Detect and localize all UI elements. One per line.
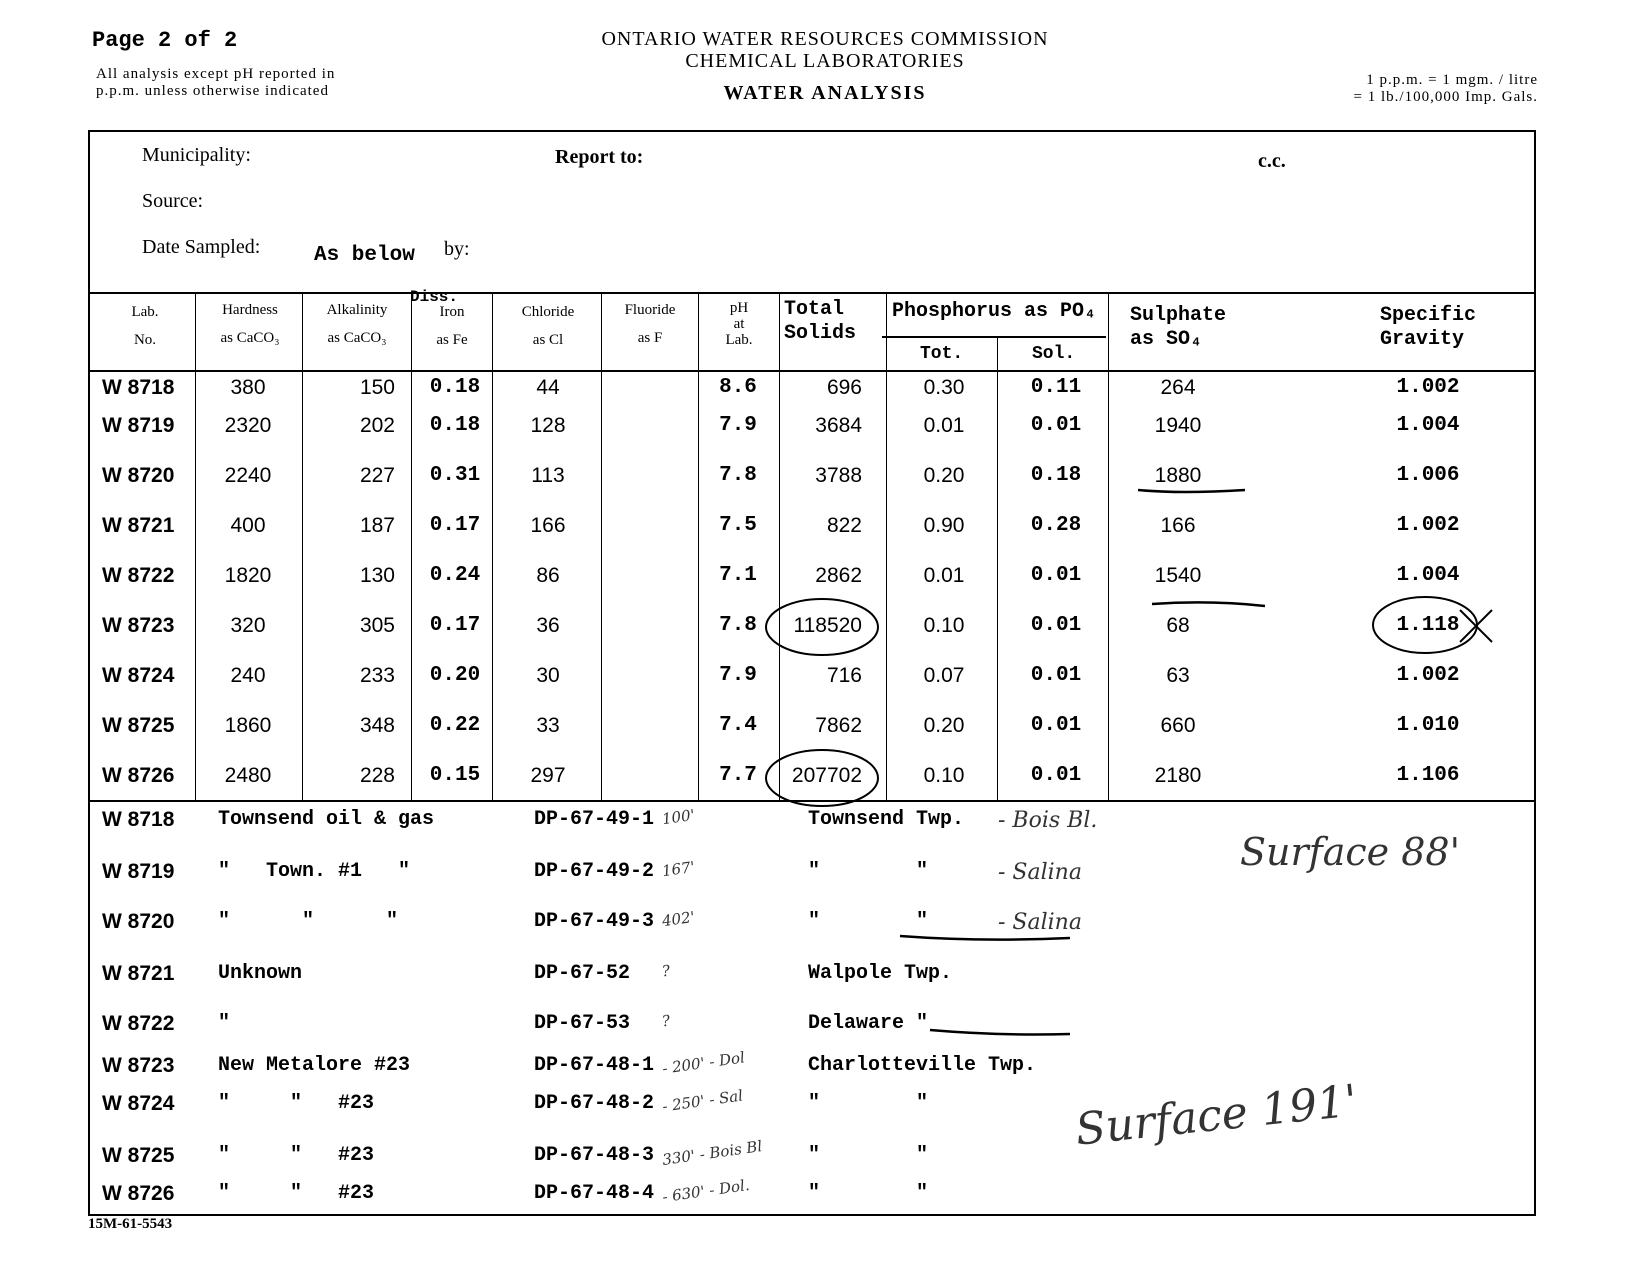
cell-hardness: 2320 [224,414,272,437]
handwritten-depth-note: - 250' - Sal [661,1086,745,1116]
cell-sol: 0.11 [1030,376,1082,399]
cell-gravity: 1.118 [1396,614,1460,637]
sample-reference: DP-67-52 [534,962,631,985]
col-header-line: as CaCO₃ [327,330,387,346]
col-header-line: Lab. [131,304,159,320]
sample-reference: DP-67-49-2 [534,860,655,883]
cell-gravity: 1.004 [1396,564,1460,587]
cell-sulphate: 2180 [1154,764,1202,787]
handwritten-depth-note: 167' [660,857,696,881]
handwritten-formation-note: - Salina [998,860,1082,885]
cell-hardness: 2240 [224,464,272,487]
col-header-line: Specific [1380,304,1477,327]
cell-chloride: 297 [530,764,566,787]
units-line-1: 1 p.p.m. = 1 mgm. / litre [1366,72,1538,88]
sample-location: " " [808,1092,929,1115]
date-sampled-label: Date Sampled: [142,236,261,258]
handwritten-depth-note: ? [660,961,672,981]
cell-chloride: 33 [536,714,560,737]
handwritten-formation-note: - Bois Bl. [998,808,1098,833]
col-header-line: Total [784,298,845,321]
cell-chloride: 113 [531,464,565,487]
lab-number: W 8718 [102,808,175,831]
lab-number: W 8721 [102,962,175,985]
sample-reference: DP-67-48-4 [534,1182,655,1205]
cell-chloride: 30 [536,664,560,687]
col-header-line: as Fe [436,332,468,348]
cell-sol: 0.01 [1030,414,1082,437]
document-title: WATER ANALYSIS [723,82,927,104]
cell-sulphate: 166 [1160,514,1196,537]
cell-ph: 7.4 [719,714,757,737]
lab-number: W 8718 [102,376,175,399]
handwritten-surface-note-2: Surface 191' [1073,1075,1360,1156]
underline-mark [930,1030,1070,1035]
sample-source: " " #23 [218,1144,375,1167]
cell-gravity: 1.106 [1396,764,1460,787]
cell-alkalinity: 228 [359,764,395,787]
cell-tot: 0.30 [923,376,965,399]
cc-label: c.c. [1258,150,1286,172]
cell-hardness: 400 [230,514,266,537]
lab-number: W 8725 [102,714,175,737]
cell-tot: 0.10 [923,764,965,787]
col-header-line: as Cl [532,332,564,348]
sample-source: " Town. #1 " [218,860,411,883]
cell-alkalinity: 187 [359,514,395,537]
handwritten-surface-note-1: Surface 88' [1240,830,1461,874]
cell-ph: 7.1 [719,564,757,587]
cell-alkalinity: 227 [359,464,395,487]
lab-number: W 8722 [102,1012,175,1035]
page-number: Page 2 of 2 [92,28,238,53]
cell-sol: 0.18 [1030,464,1082,487]
lab-number: W 8726 [102,1182,175,1205]
lab-number: W 8719 [102,860,175,883]
cell-iron: 0.24 [429,564,481,587]
cell-tot: 0.20 [923,464,965,487]
cell-chloride: 128 [530,414,566,437]
cell-chloride: 44 [536,376,560,399]
lab-number: W 8724 [102,1092,175,1115]
lab-number: W 8722 [102,564,175,587]
cell-alkalinity: 130 [359,564,395,587]
cell-iron: 0.22 [429,714,481,737]
cell-ph: 7.5 [719,514,757,537]
cell-sulphate: 264 [1160,376,1196,399]
sample-location: Delaware " [808,1012,929,1035]
cell-ph: 7.7 [719,764,757,787]
cell-ph: 7.9 [719,414,757,437]
cell-chloride: 86 [536,564,560,587]
cell-sulphate: 1880 [1154,464,1202,487]
cell-gravity: 1.002 [1396,376,1460,399]
lab-number: W 8720 [102,910,175,933]
sample-source: " " #23 [218,1182,375,1205]
underline-mark [1152,602,1265,606]
units-line-2: = 1 lb./100,000 Imp. Gals. [1353,89,1538,105]
sample-source: " " #23 [218,1092,375,1115]
handwritten-depth-note: 100' [660,805,696,829]
sample-source: " [218,1012,231,1035]
cell-tot: 0.01 [923,414,965,437]
col-header-line: Solids [784,322,857,345]
col-header-line: pH [729,300,749,316]
cell-ph: 7.9 [719,664,757,687]
handwritten-depth-note: - 200' - Dol [661,1048,746,1078]
cell-tot: 0.07 [923,664,965,687]
lab-number: W 8721 [102,514,175,537]
note-line-2: p.p.m. unless otherwise indicated [96,83,329,99]
col-header-phos-sol: Sol. [1032,344,1076,364]
col-header-line: Alkalinity [326,302,388,318]
cell-solids: 696 [826,376,862,399]
col-header-line: Gravity [1380,328,1465,351]
cell-tot: 0.01 [923,564,965,587]
sample-location: " " [808,1144,929,1167]
cell-hardness: 320 [230,614,266,637]
sample-reference: DP-67-49-3 [534,910,655,933]
cell-gravity: 1.002 [1396,514,1460,537]
sample-reference: DP-67-48-1 [534,1054,655,1077]
cell-sol: 0.01 [1030,664,1082,687]
col-header-line: No. [133,332,157,348]
report-to-label: Report to: [555,146,644,168]
col-header-line: Fluoride [624,302,676,318]
cell-sulphate: 660 [1160,714,1196,737]
sample-reference: DP-67-53 [534,1012,631,1035]
cell-ph: 7.8 [719,614,757,637]
cell-chloride: 36 [536,614,560,637]
cell-sulphate: 68 [1166,614,1190,637]
cell-tot: 0.20 [923,714,965,737]
sample-source: Unknown [218,962,303,985]
sample-location: " " [808,1182,929,1205]
org-line-2: CHEMICAL LABORATORIES [685,50,965,72]
cell-gravity: 1.010 [1396,714,1460,737]
cell-gravity: 1.004 [1396,414,1460,437]
cell-solids: 7862 [815,714,862,737]
cell-iron: 0.15 [429,764,481,787]
col-header-line: Sulphate [1130,304,1227,327]
municipality-label: Municipality: [142,144,251,166]
cell-hardness: 1860 [224,714,272,737]
lab-number: W 8726 [102,764,175,787]
cell-sol: 0.01 [1030,764,1082,787]
lab-number: W 8724 [102,664,175,687]
cell-solids: 3788 [815,464,862,487]
circle-mark-solids-8723 [766,599,878,655]
cell-sol: 0.01 [1030,714,1082,737]
lab-number: W 8719 [102,414,175,437]
cross-mark [1460,610,1492,642]
col-header-line: at [733,316,745,332]
date-sampled-value: As below [314,244,415,267]
cell-gravity: 1.002 [1396,664,1460,687]
lab-number: W 8720 [102,464,175,487]
cell-iron: 0.20 [429,664,481,687]
cell-sol: 0.01 [1030,564,1082,587]
col-header-line: Lab. [725,332,753,348]
form-code: 15M-61-5543 [88,1216,173,1232]
col-header-line: as SO₄ [1130,328,1203,351]
cell-tot: 0.10 [923,614,965,637]
cell-solids: 2862 [815,564,862,587]
cell-sulphate: 1540 [1154,564,1202,587]
sample-location: " " [808,910,929,933]
circle-mark-gravity-8723 [1373,597,1477,653]
cell-iron: 0.18 [429,414,481,437]
handwritten-depth-note: - 630' - Dol. [661,1175,751,1207]
cell-hardness: 240 [230,664,266,687]
col-header-phos-tot: Tot. [920,344,964,364]
cell-alkalinity: 202 [359,414,395,437]
cell-alkalinity: 305 [359,614,395,637]
handwritten-depth-note: 402' [660,907,696,931]
cell-chloride: 166 [530,514,566,537]
col-header-phosphorus: Phosphorus as PO₄ [892,300,1097,323]
cell-solids: 3684 [815,414,862,437]
col-header-line: Chloride [521,304,575,320]
handwritten-depth-note: 330' - Bois Bl [661,1137,764,1169]
cell-hardness: 2480 [224,764,272,787]
cell-sulphate: 1940 [1154,414,1202,437]
cell-iron: 0.17 [429,514,481,537]
cell-ph: 7.8 [719,464,757,487]
col-header-line: Iron [439,304,465,320]
cell-solids: 716 [826,664,862,687]
cell-alkalinity: 150 [359,376,395,399]
cell-iron: 0.18 [429,376,481,399]
underline-mark [900,936,1070,940]
lab-number: W 8723 [102,1054,175,1077]
sample-source: " " " [218,910,399,933]
cell-iron: 0.31 [429,464,481,487]
cell-sol: 0.01 [1030,614,1082,637]
handwritten-depth-note: ? [660,1011,672,1031]
sample-reference: DP-67-48-3 [534,1144,655,1167]
circle-mark-solids-8726 [766,750,878,806]
by-label: by: [444,238,470,260]
cell-hardness: 1820 [224,564,272,587]
sample-location: " " [808,860,929,883]
org-line-1: ONTARIO WATER RESOURCES COMMISSION [601,28,1049,50]
sample-reference: DP-67-49-1 [534,808,655,831]
iron-diss-note: Diss. [410,288,459,306]
cell-ph: 8.6 [719,376,757,399]
underline-mark [1138,490,1245,492]
sample-location: Townsend Twp. [808,808,965,831]
lab-number: W 8725 [102,1144,175,1167]
lab-number: W 8723 [102,614,175,637]
cell-solids: 207702 [791,764,862,787]
sample-reference: DP-67-48-2 [534,1092,655,1115]
cell-hardness: 380 [230,376,266,399]
handwritten-formation-note: - Salina [998,910,1082,935]
cell-gravity: 1.006 [1396,464,1460,487]
sample-source: Townsend oil & gas [218,808,435,831]
cell-sulphate: 63 [1166,664,1190,687]
col-header-line: as F [637,330,663,346]
note-line-1: All analysis except pH reported in [96,66,336,82]
sample-location: Walpole Twp. [808,962,953,985]
cell-iron: 0.17 [429,614,481,637]
source-label: Source: [142,190,204,212]
cell-solids: 118520 [793,614,862,637]
sample-location: Charlotteville Twp. [808,1054,1037,1077]
col-header-line: as CaCO₃ [220,330,280,346]
cell-alkalinity: 233 [359,664,395,687]
cell-tot: 0.90 [923,514,965,537]
cell-alkalinity: 348 [359,714,395,737]
sample-source: New Metalore #23 [218,1054,411,1077]
cell-solids: 822 [826,514,862,537]
col-header-line: Hardness [222,302,278,318]
cell-sol: 0.28 [1030,514,1082,537]
